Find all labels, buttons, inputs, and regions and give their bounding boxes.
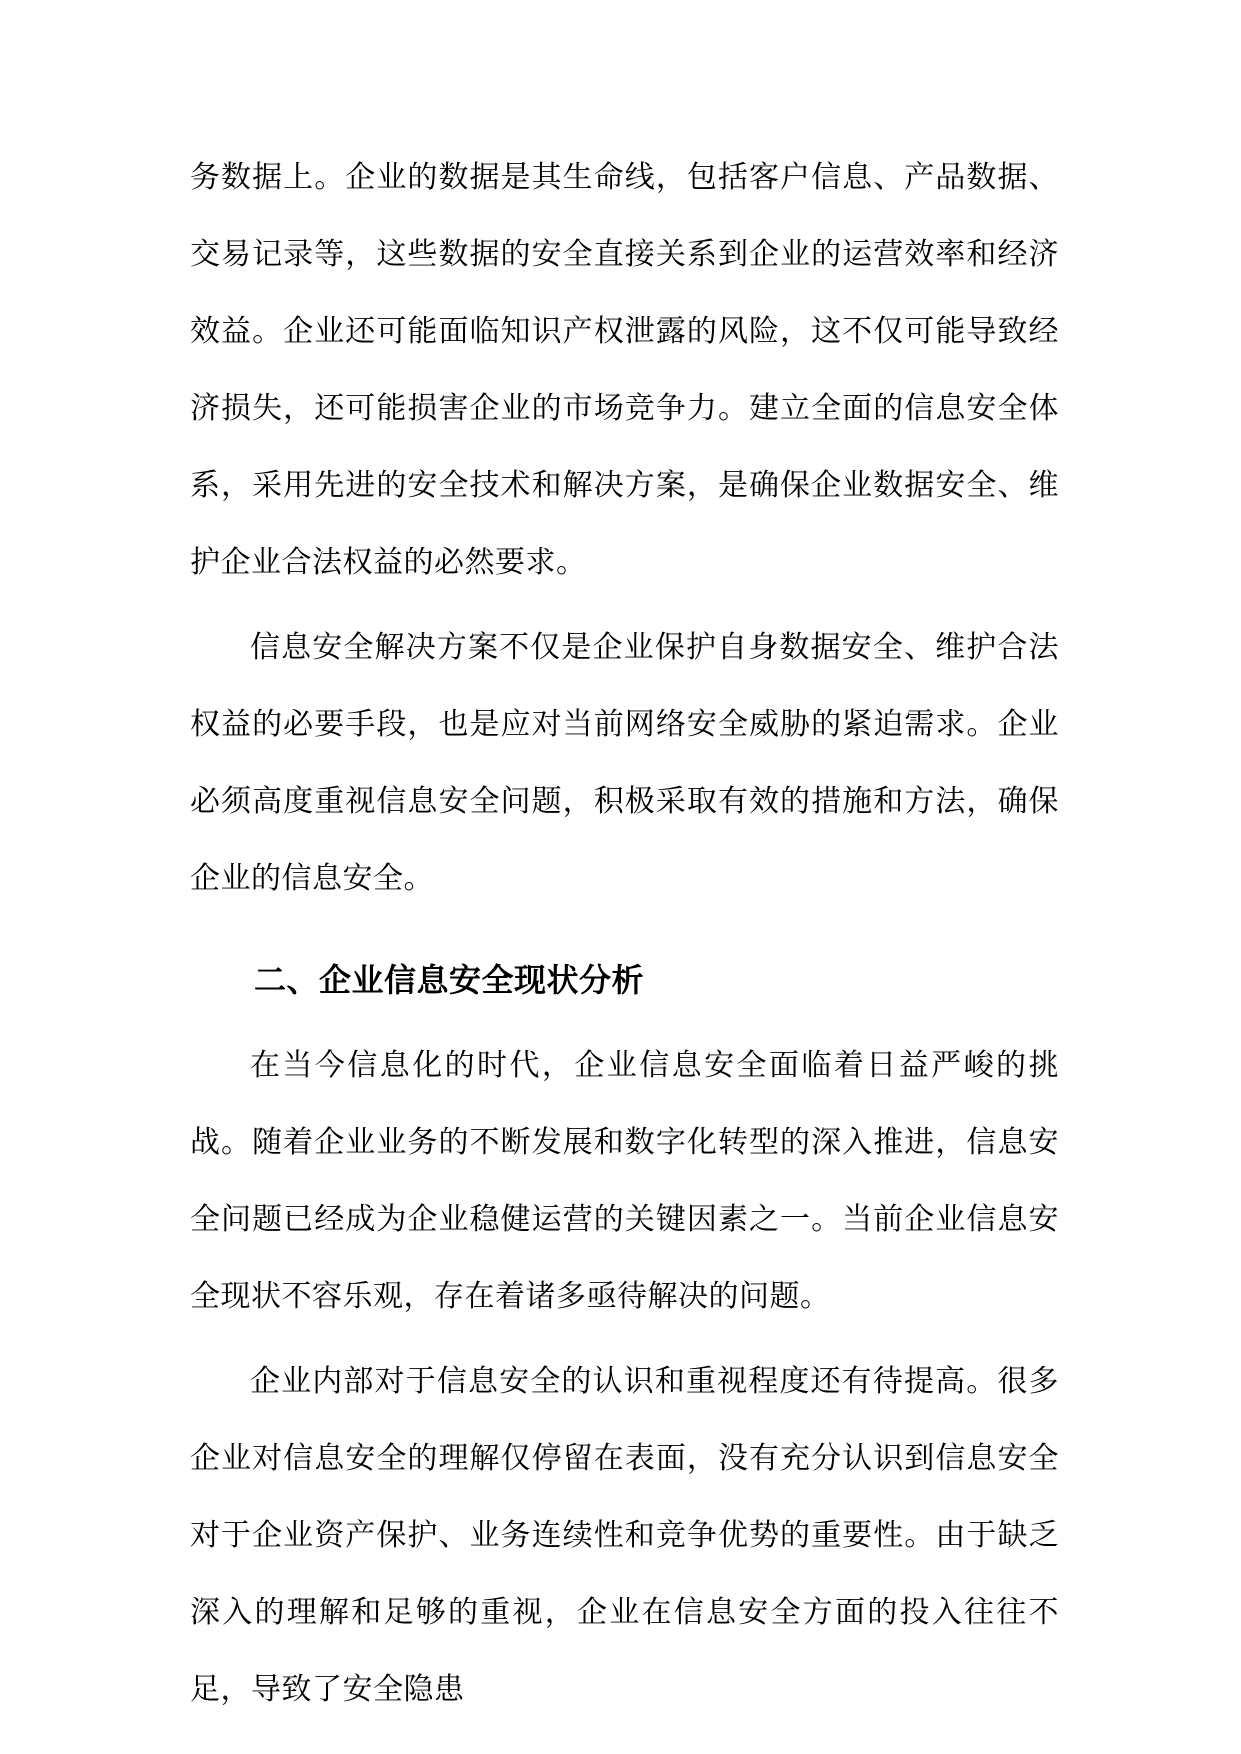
paragraph: 在当今信息化的时代，企业信息安全面临着日益严峻的挑战。随着企业业务的不断发展和数字化转型的深入推进，信息安全问题已经成为企业稳健运营的关键因素之一。当前企业信息安全现状不容乐观，存在着诸多亟待解决的问题。 [190,1048,1059,1314]
section-heading: 二、企业信息安全现状分析 [254,961,645,999]
paragraph: 企业内部对于信息安全的认识和重视程度还有待提高。很多企业对信息安全的理解仅停留在表面，没有充分认识到信息安全对于企业资产保护、业务连续性和竞争优势的重要性。由于缺乏深入的理解和足够的重视，企业在信息安全方面的投入往往不足，导致了安全隐患 [190,1364,1059,1707]
paragraph: 信息安全解决方案不仅是企业保护自身数据安全、维护合法权益的必要手段，也是应对当前网络安全威胁的紧迫需求。企业必须高度重视信息安全问题，积极采取有效的措施和方法，确保企业的信息安全。 [190,630,1059,896]
paragraph-continued: 务数据上。企业的数据是其生命线，包括客户信息、产品数据、交易记录等，这些数据的安全直接关系到企业的运营效率和经济效益。企业还可能面临知识产权泄露的风险，这不仅可能导致经济损失，还可能损害企业的市场竞争力。建立全面的信息安全体系，采用先进的安全技术和解决方案，是确保企业数据安全、维护企业合法权益的必然要求。 [190,160,1059,580]
document-body [190,139,1059,1736]
